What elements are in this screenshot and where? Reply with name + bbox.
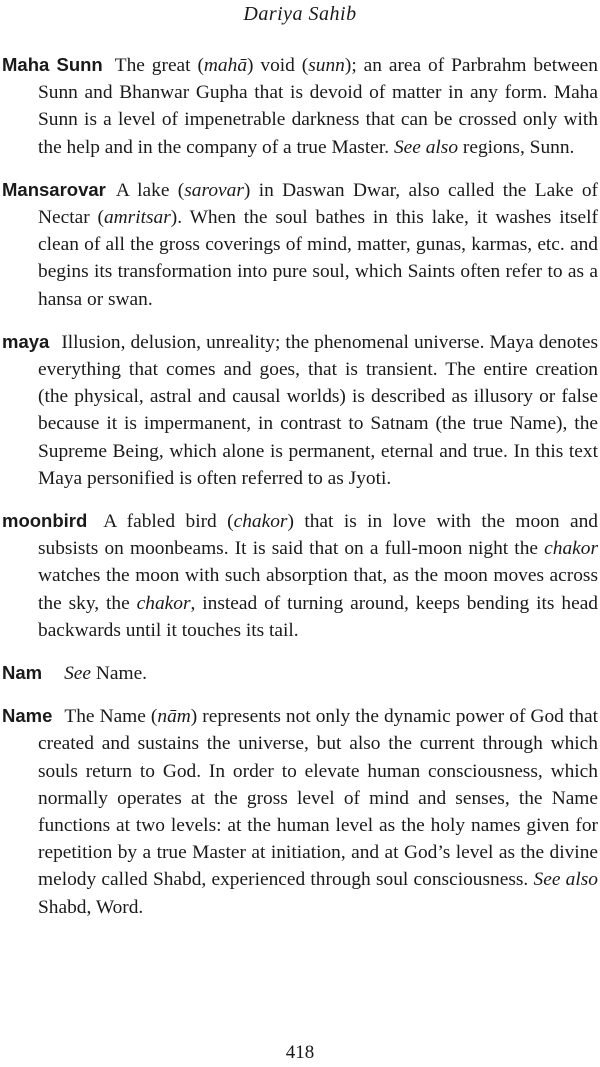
entry-text: A lake (: [115, 179, 185, 201]
entry-text: Name.: [91, 663, 148, 685]
entry-italic-text: chakor: [136, 592, 191, 614]
see-also-label: See also: [533, 869, 598, 891]
entry-text: The Name (: [64, 706, 158, 728]
glossary-entry-moonbird: [2, 507, 598, 644]
entry-term: Mansarovar: [2, 178, 106, 200]
glossary-entry-maha-sunn: [2, 51, 598, 161]
entry-text: ); an area of Parbrahm between Sunn and Bhanwar Gupha that is devoid of matter in any form. Maha Sunn is a level of impenetrable darkness that can be crossed only with the help and in the company of a true Master.: [38, 55, 598, 158]
running-head: Dariya Sahib: [243, 3, 357, 25]
entry-text: ) represents not only the dynamic power of God that created and sustains the universe, but also the current through which souls return to God. In order to elevate human consciousness, which normally operates at the gross level of mind and senses, the Name functions at two levels: at the human level as the holy names given for repetition by a true Master at initiation, and at God’s level as the divine melody called Shabd, experienced through soul consciousness.: [38, 706, 598, 891]
entry-italic-text: mahā: [203, 55, 248, 76]
glossary-entry-name: [2, 702, 598, 921]
entry-italic-text: nām: [157, 706, 191, 728]
entry-italic-text: sarovar: [184, 179, 244, 201]
entry-italic-text: amritsar: [103, 207, 171, 229]
entry-text: ) void (: [247, 55, 309, 76]
entry-text: ) that is in love with the moon and subsists on moonbeams. It is said that on a full-moon night the: [38, 511, 599, 560]
see-label: See: [64, 663, 92, 685]
entry-italic-text: chakor: [233, 511, 288, 533]
entry-text: Illusion, delusion, unreality; the phenomenal universe. Maya denotes everything that comes and goes, that is transient. The entire creation (the physical, astral and causal worlds) is described as illusory or false because it is impermanent, in contrast to Satnam (the true Name), the Supreme Being, which alone is permanent, eternal and true. In this text Maya personified is often referred to as Jyoti.: [38, 331, 598, 489]
entry-term: Nam: [2, 662, 43, 684]
entry-term: Maha Sunn: [2, 54, 103, 75]
glossary-entry-nam: [2, 659, 598, 687]
entry-italic-text: sunn: [308, 55, 345, 76]
glossary-entries: [2, 51, 598, 936]
entry-text: watches the moon with such absorption that, as the moon moves across the sky, the: [38, 565, 598, 614]
entry-text: The great (: [114, 55, 204, 76]
entry-text: , instead of turning around, keeps bending its head backwards until it touches its tail.: [38, 592, 598, 641]
entry-text: regions, Sunn.: [458, 136, 575, 158]
entry-italic-text: chakor: [544, 538, 598, 560]
see-also-label: See also: [393, 136, 459, 158]
entry-term: Name: [2, 705, 53, 727]
entry-text: ) in Daswan Dwar, also called the Lake of Nectar (: [38, 179, 598, 229]
glossary-entry-maya: [2, 328, 598, 492]
entry-text: Shabd, Word.: [38, 896, 144, 918]
page-number: 418: [285, 1042, 315, 1063]
entry-term: maya: [2, 330, 50, 352]
entry-text: ). When the soul bathes in this lake, it washes itself clean of all the gross coverings of mind, matter, gunas, karmas, etc. and begins its transformation into pure soul, which Saints often refer to as a hansa or swan.: [38, 207, 598, 310]
glossary-entry-mansarovar: [2, 176, 598, 313]
entry-term: moonbird: [2, 510, 88, 532]
entry-text: A fabled bird (: [103, 511, 234, 533]
